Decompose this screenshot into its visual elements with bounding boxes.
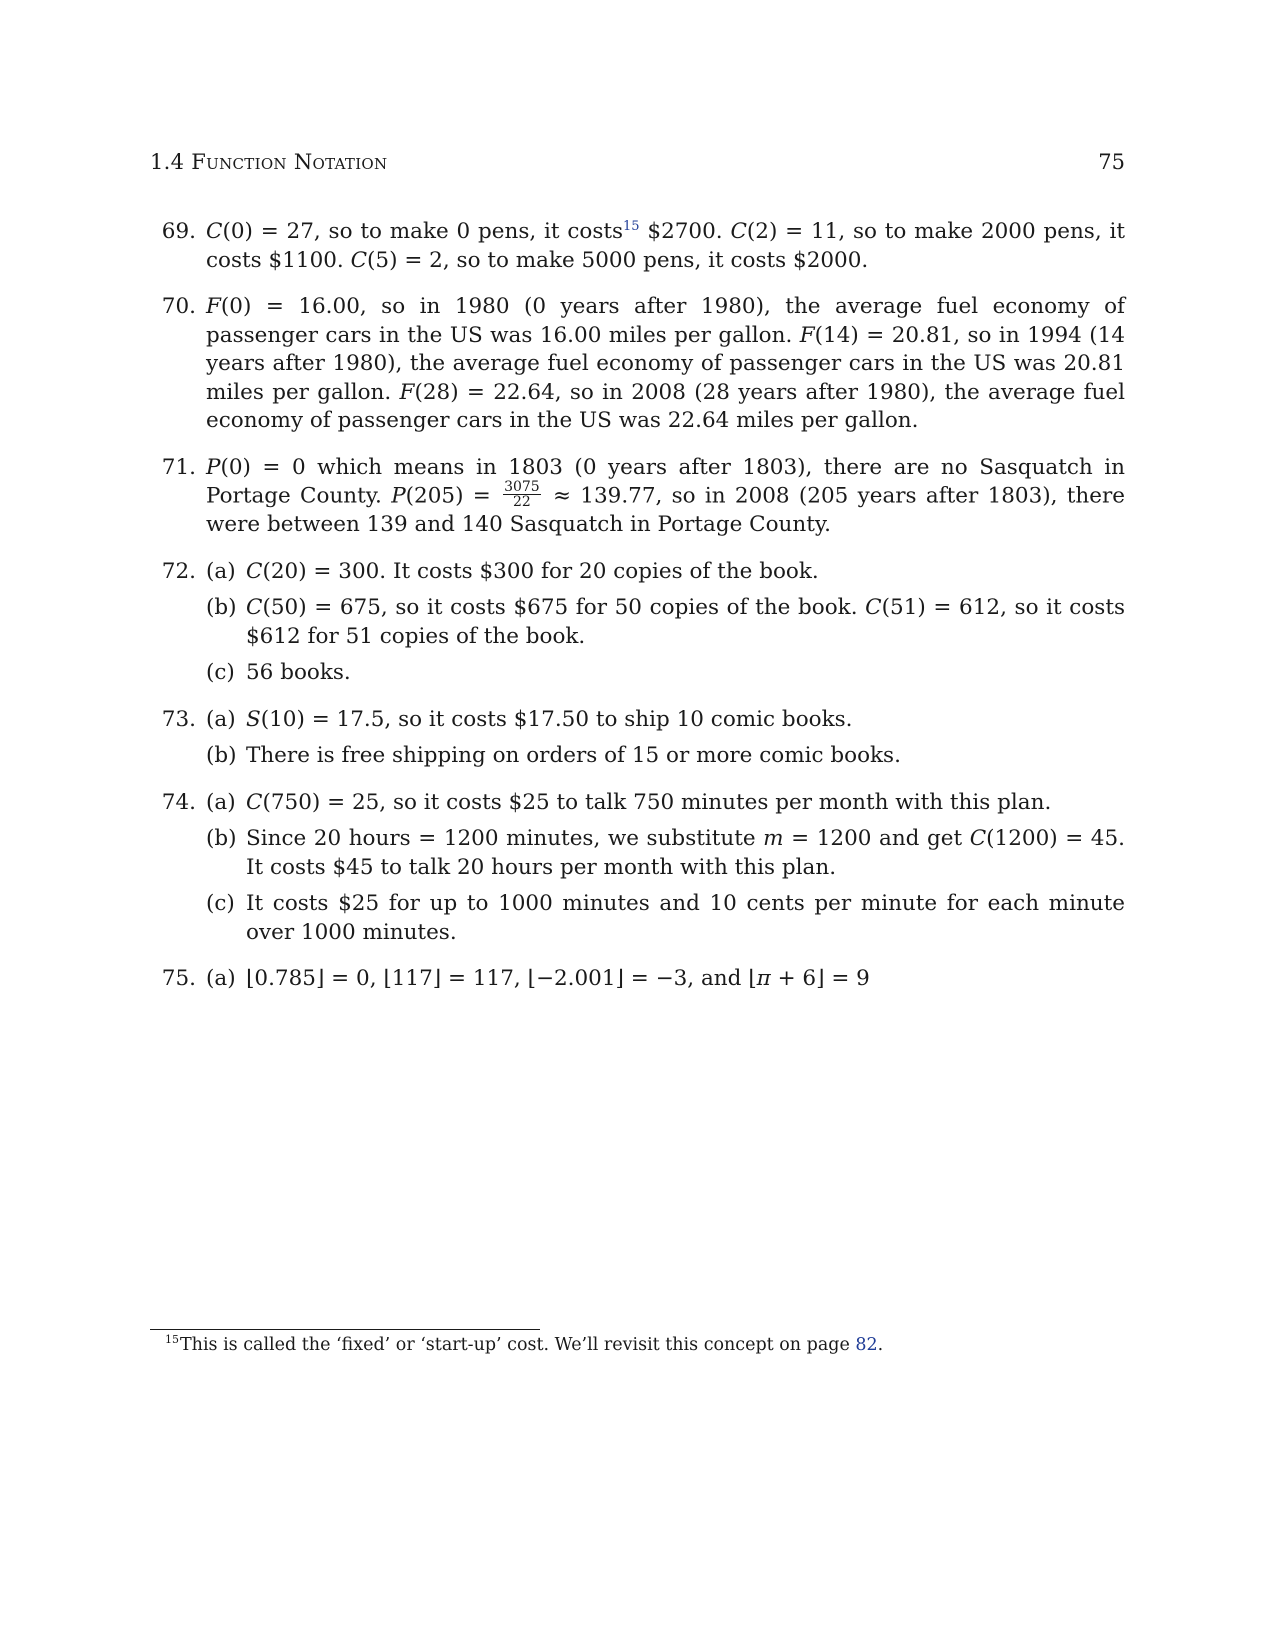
page-number: 75 (1098, 150, 1125, 174)
math-var: C (246, 789, 263, 815)
sub-answer-b (206, 742, 1125, 771)
answer-number: 73. (161, 706, 196, 732)
answer-text (206, 293, 1125, 436)
answer-70 (150, 293, 1125, 436)
text-run: There is free shipping on orders of 15 or more comic books. (246, 743, 901, 768)
sub-label: (b) (206, 826, 237, 851)
sub-answer-a (206, 789, 1125, 818)
sub-answers (206, 706, 1125, 771)
answer-list (150, 218, 1125, 1012)
answer-number: 69. (161, 219, 196, 244)
text-run: (0) = 27, so to make 0 pens, it costs (222, 219, 624, 244)
text-run: (205) = (405, 483, 501, 509)
footnote-rule (150, 1329, 540, 1330)
text-run: + 6⌋ = 9 (770, 966, 870, 991)
answer-number: 70. (161, 294, 196, 319)
math-var: P (391, 483, 406, 509)
math-var: C (246, 595, 263, 620)
footnote-text: This is called the ‘fixed’ or ‘start-up’ cost. We’ll revisit this concept on page (180, 1335, 856, 1355)
math-var: π (756, 966, 771, 991)
math-var: C (865, 595, 882, 620)
answer-73 (150, 706, 1125, 771)
sub-label: (c) (206, 660, 235, 685)
answer-75 (150, 965, 1125, 994)
answer-text (206, 454, 1125, 540)
text-run: It costs $25 for up to 1000 minutes and 10 cents per minute for each minute over 1000 minutes. (246, 891, 1125, 945)
sub-label: (a) (206, 789, 236, 815)
text-run: (0) = 16.00, so in 1980 (0 years after 1980), the average fuel economy of passenger cars in the US was 16.00 miles per gallon. (206, 294, 1125, 348)
sub-answer-a (206, 706, 1125, 735)
sub-answer-b (206, 594, 1125, 651)
text-run: = 1200 and get (783, 826, 970, 851)
text-run: (0) = 0 which means in 1803 (0 years after 1803), there are no Sasquatch in Portage County. (206, 454, 1125, 509)
text-run: (51) = 612, so it costs $612 for 51 copies of the book. (246, 595, 1125, 649)
text-run: (1200) = 45. It costs $45 to talk 20 hours per month with this plan. (246, 826, 1125, 880)
text-run: ≈ 139.77, so in 2008 (205 years after 1803), there were between 139 and 140 Sasquatch in Portage County. (206, 483, 1126, 537)
answer-number: 72. (161, 558, 196, 584)
text-run: (50) = 675, so it costs $675 for 50 copies of the book. (262, 595, 866, 620)
sub-label: (b) (206, 595, 237, 620)
sub-answers (206, 965, 1125, 994)
math-var: C (730, 219, 747, 244)
fraction (503, 480, 541, 509)
text-run: (28) = 22.64, so in 2008 (28 years after 1980), the average fuel economy of passenger cars in the US was 22.64 miles per gallon. (206, 379, 1125, 433)
answer-number: 75. (161, 966, 196, 991)
text-run: (750) = 25, so it costs $25 to talk 750 minutes per month with this plan. (262, 789, 1052, 815)
answer-number: 71. (161, 454, 196, 480)
fraction-denominator: 22 (512, 494, 531, 510)
sub-label: (a) (206, 558, 236, 584)
math-var: C (969, 826, 987, 851)
math-var: C (206, 219, 223, 244)
math-var: C (246, 558, 263, 584)
math-var: F (206, 294, 221, 319)
footnote (165, 1334, 1125, 1356)
footnote-end: . (877, 1335, 884, 1355)
sub-label: (b) (206, 743, 237, 768)
footnote-ref-link[interactable]: 15 (623, 218, 640, 234)
math-var: F (799, 322, 815, 348)
sub-answer-a (206, 965, 1125, 994)
sub-answer-a (206, 558, 1125, 587)
section-title: 1.4 Function Notation (150, 150, 388, 174)
running-head (150, 150, 1125, 174)
page-link[interactable]: 82 (855, 1335, 878, 1355)
math-var: P (206, 454, 221, 480)
text-run: ⌊0.785⌋ = 0, ⌊117⌋ = 117, ⌊−2.001⌋ = −3, and ⌊ (246, 966, 757, 991)
math-var: F (399, 379, 415, 405)
sub-answer-b (206, 825, 1125, 882)
text-run: 56 books. (246, 660, 351, 685)
text-run: (10) = 17.5, so it costs $17.50 to ship 10 comic books. (260, 706, 853, 732)
answer-69 (150, 218, 1125, 275)
sub-answers (206, 789, 1125, 948)
answer-71 (150, 454, 1125, 540)
footnote-mark: 15 (165, 1333, 179, 1347)
math-var: m (763, 826, 784, 851)
sub-answer-c (206, 890, 1125, 947)
sub-answers (206, 558, 1125, 688)
fraction-numerator: 3075 (504, 479, 540, 495)
answer-72 (150, 558, 1125, 688)
sub-label: (a) (206, 966, 236, 991)
sub-label: (a) (206, 706, 236, 732)
text-run: (20) = 300. It costs $300 for 20 copies of the book. (262, 558, 819, 584)
sub-label: (c) (206, 891, 235, 916)
answer-74 (150, 789, 1125, 948)
answer-text (206, 218, 1125, 275)
text-run: (5) = 2, so to make 5000 pens, it costs $2000. (367, 247, 869, 273)
text-run: Since 20 hours = 1200 minutes, we substitute (246, 826, 764, 851)
math-var: S (246, 706, 261, 732)
text-run: (14) = 20.81, so in 1994 (14 years after 1980), the average fuel economy of passenger cars in the US was 20.81 miles per gallon. (206, 322, 1125, 405)
text-run: (2) = 11, so to make 2000 pens, it costs $1100. (206, 219, 1125, 273)
text-run: $2700. (639, 219, 731, 244)
answer-number: 74. (161, 789, 196, 815)
math-var: C (350, 247, 368, 273)
sub-answer-c (206, 659, 1125, 688)
